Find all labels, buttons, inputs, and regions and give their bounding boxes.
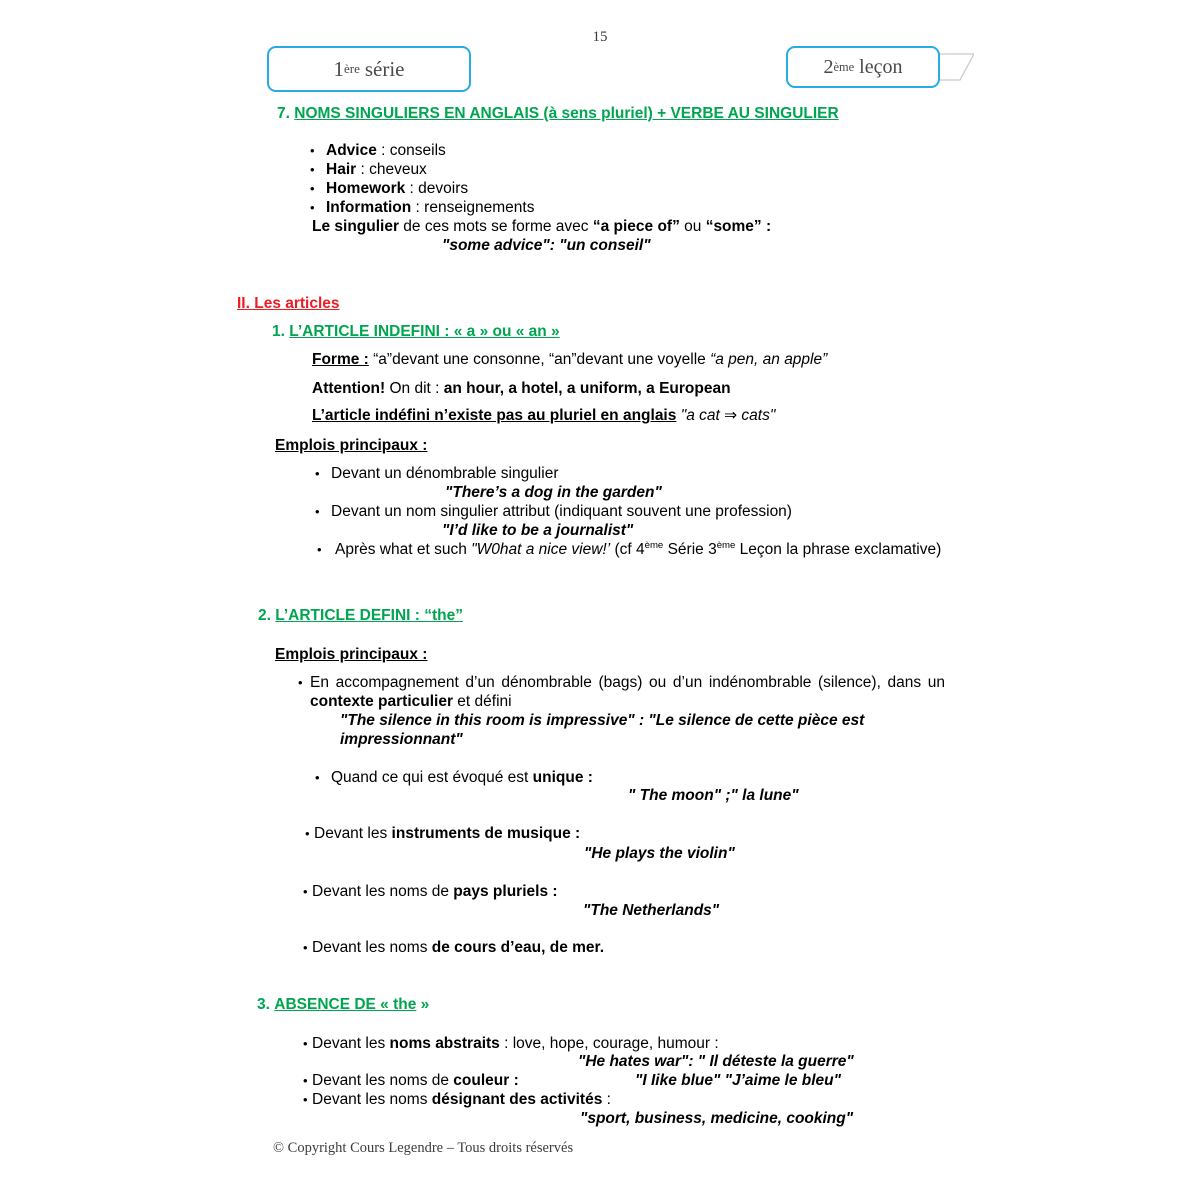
bullet-part-1: En accompagnement d’un dénombrable (bags) ou d’un indénombrable (silence), dans un (310, 674, 945, 691)
term: Information (326, 199, 412, 216)
plural-example-post: cats" (737, 407, 776, 424)
separator: : (411, 199, 425, 216)
sub3-bullet-2 (303, 1071, 519, 1090)
separator: : (405, 180, 419, 197)
separator: : (356, 161, 370, 178)
bullet-mid-3: Leçon la phrase exclamative) (735, 541, 942, 558)
forme-label: Forme : (312, 351, 369, 368)
subsection-3-title: ABSENCE DE « the (274, 996, 417, 1013)
series-tag-word: série (364, 56, 405, 81)
bullet-bold: pays pluriels (453, 883, 549, 900)
sub2-bullet-2 (315, 768, 593, 787)
forme-text: “a”devant une consonne, “an”devant une voyelle (368, 351, 711, 368)
subsection-1-heading (272, 322, 560, 341)
double-arrow-icon: ⇒ (724, 406, 738, 424)
bullet-icon: • (298, 675, 303, 690)
sub2-bullet-5 (303, 938, 604, 957)
bullet-part-1: Devant les noms (312, 939, 432, 956)
sub2-bullet-2-example: " The moon" ;" la lune" (628, 787, 799, 804)
subsection-2-number: 2. (258, 607, 271, 624)
rule-lead: Le singulier (312, 218, 399, 235)
sub3-bullet-3 (303, 1090, 611, 1109)
sub1-bullet-1 (315, 464, 558, 483)
subsection-3-title-tail: » (416, 996, 430, 1013)
section-articles-title: II. Les articles (237, 295, 340, 312)
series-tag-number: 1 (333, 56, 344, 81)
emplois-principaux-label-1 (275, 436, 427, 455)
bullet-bold: de cours d’eau, de mer. (431, 939, 605, 956)
bullet-icon: • (303, 940, 308, 955)
separator: : (376, 142, 390, 159)
bullet-part-1: Devant les (312, 1035, 390, 1052)
section-7-list (310, 141, 534, 217)
rule-quote-2: “some” (705, 218, 762, 235)
subsection-3-heading (257, 995, 429, 1014)
bullet-part-2: et défini (453, 693, 512, 710)
gloss: devoirs (418, 180, 469, 197)
term: Homework (326, 180, 406, 197)
lesson-tag-word: leçon (859, 55, 903, 78)
sub2-bullet-1 (298, 673, 945, 711)
section-7-title: NOMS SINGULIERS EN ANGLAIS (à sens pluriel) + VERBE AU SINGULIER (294, 105, 839, 122)
emplois-principaux-label-2 (275, 645, 427, 664)
ordinal-suffix: ème (716, 539, 736, 551)
bullet-part-2: : (602, 1091, 611, 1108)
list-item (310, 179, 534, 198)
bullet-part-1: Devant les noms (312, 1091, 432, 1108)
bullet-part-1: Devant les (314, 825, 392, 842)
bullet-mid-1: (cf 4 (610, 541, 645, 558)
gloss: conseils (389, 142, 446, 159)
bullet-part-2: : love, hope, courage, humour : (499, 1035, 719, 1052)
bullet-text: Devant un nom singulier attribut (indiquant souvent une profession) (331, 503, 792, 520)
bullet-part-2: : (509, 1072, 519, 1089)
attention-mid: On dit : (385, 380, 444, 397)
bullet-icon: • (310, 181, 315, 196)
subsection-1-number: 1. (272, 323, 285, 340)
bullet-icon: • (315, 504, 320, 519)
bullet-part-1: Quand ce qui est évoqué est (331, 769, 533, 786)
rule-or: ou (679, 218, 706, 235)
bullet-icon: • (303, 1092, 308, 1107)
bullet-bold: désignant des activités (431, 1091, 603, 1108)
sub2-bullet-3 (305, 824, 580, 843)
emplois-label-text: Emplois principaux : (275, 437, 428, 454)
bullet-bold: unique (532, 769, 584, 786)
section-7-heading (277, 104, 839, 123)
bullet-bold: instruments de musique (391, 825, 571, 842)
subsection-3-number: 3. (257, 996, 270, 1013)
bullet-icon: • (303, 1073, 308, 1088)
sub3-bullet-1 (303, 1034, 719, 1053)
bullet-lead: Après what et such (335, 541, 472, 558)
sub2-bullet-1-example: "The silence in this room is impressive" : "Le silence de cette pièce est impressionnant" (340, 712, 865, 748)
section-articles-heading (237, 294, 340, 313)
list-item (310, 160, 534, 179)
gloss: renseignements (424, 199, 535, 216)
plural-rule-label: L’article indéfini n’existe pas au pluriel en anglais (312, 407, 677, 424)
sub2-bullet-3-example: "He plays the violin" (584, 845, 735, 862)
lesson-tag-box: 2 ème leçon (786, 46, 940, 88)
sub1-bullet-1-example: "There’s a dog in the garden" (445, 484, 662, 501)
bullet-icon: • (315, 466, 320, 481)
subsection-2-heading (258, 606, 463, 625)
bullet-part-1: Devant les noms de (312, 1072, 454, 1089)
bullet-icon: • (310, 200, 315, 215)
list-item (310, 141, 534, 160)
bullet-part-2: : (548, 883, 558, 900)
attention-label: Attention! (312, 380, 386, 397)
bullet-bold: couleur (453, 1072, 510, 1089)
bullet-icon: • (317, 542, 322, 557)
sub1-bullet-2 (315, 502, 792, 521)
bullet-bold: contexte particulier (310, 693, 453, 710)
sub3-bullet-2-example: "I Iike blue" "J’aime le bleu" (635, 1072, 841, 1089)
plural-example-pre: "a cat (680, 407, 725, 424)
bullet-part-2: : (570, 825, 581, 842)
series-tag-box: 1 ère série (267, 46, 471, 92)
forme-example: “a pen, an apple” (710, 351, 828, 368)
copyright-footer: © Copyright Cours Legendre – Tous droits réservés (273, 1140, 574, 1156)
sub1-bullet-3 (317, 539, 945, 559)
attention-line (312, 379, 731, 398)
term: Advice (326, 142, 377, 159)
sub3-bullet-3-example: "sport, business, medicine, cooking" (580, 1110, 854, 1127)
subsection-1-title: L’ARTICLE INDEFINI : « a » ou « an » (289, 323, 560, 340)
attention-bold: an hour, a hotel, a uniform, a European (443, 380, 731, 397)
bullet-part-2: : (583, 769, 593, 786)
list-item (310, 198, 534, 217)
plural-rule-line (312, 406, 775, 425)
section-7-example: "some advice": "un conseil" (442, 237, 651, 254)
bullet-icon: • (303, 1036, 308, 1051)
bullet-icon: • (310, 143, 315, 158)
subsection-2-title: L’ARTICLE DEFINI : “the” (275, 607, 463, 624)
sub2-bullet-4 (303, 882, 558, 901)
rule-mid: de ces mots se forme avec (399, 218, 593, 235)
bullet-mid-2: Série 3 (663, 541, 717, 558)
gloss: cheveux (369, 161, 427, 178)
bullet-part-1: Devant les noms de (312, 883, 454, 900)
bullet-text: Devant un dénombrable singulier (331, 465, 559, 482)
rule-end: : (761, 218, 772, 235)
emplois-label-text: Emplois principaux : (275, 646, 428, 663)
sub2-bullet-4-example: "The Netherlands" (583, 902, 720, 919)
forme-line (312, 350, 827, 369)
bullet-icon: • (305, 826, 310, 841)
ordinal-suffix: ème (644, 539, 664, 551)
bullet-quote: "W0hat a nice view!’ (471, 541, 611, 558)
bullet-bold: noms abstraits (389, 1035, 500, 1052)
page-number: 15 (592, 29, 608, 45)
lesson-tag-number: 2 (823, 55, 834, 78)
section-7-number: 7. (277, 105, 290, 122)
rule-quote-1: “a piece of” (592, 218, 680, 235)
term: Hair (326, 161, 357, 178)
bullet-icon: • (315, 770, 320, 785)
bullet-icon: • (303, 884, 308, 899)
sub3-bullet-1-example: "He hates war": " Il déteste la guerre" (578, 1053, 854, 1070)
section-7-rule (312, 217, 771, 236)
sub1-bullet-2-example: "I’d like to be a journalist" (442, 522, 634, 539)
bullet-icon: • (310, 162, 315, 177)
